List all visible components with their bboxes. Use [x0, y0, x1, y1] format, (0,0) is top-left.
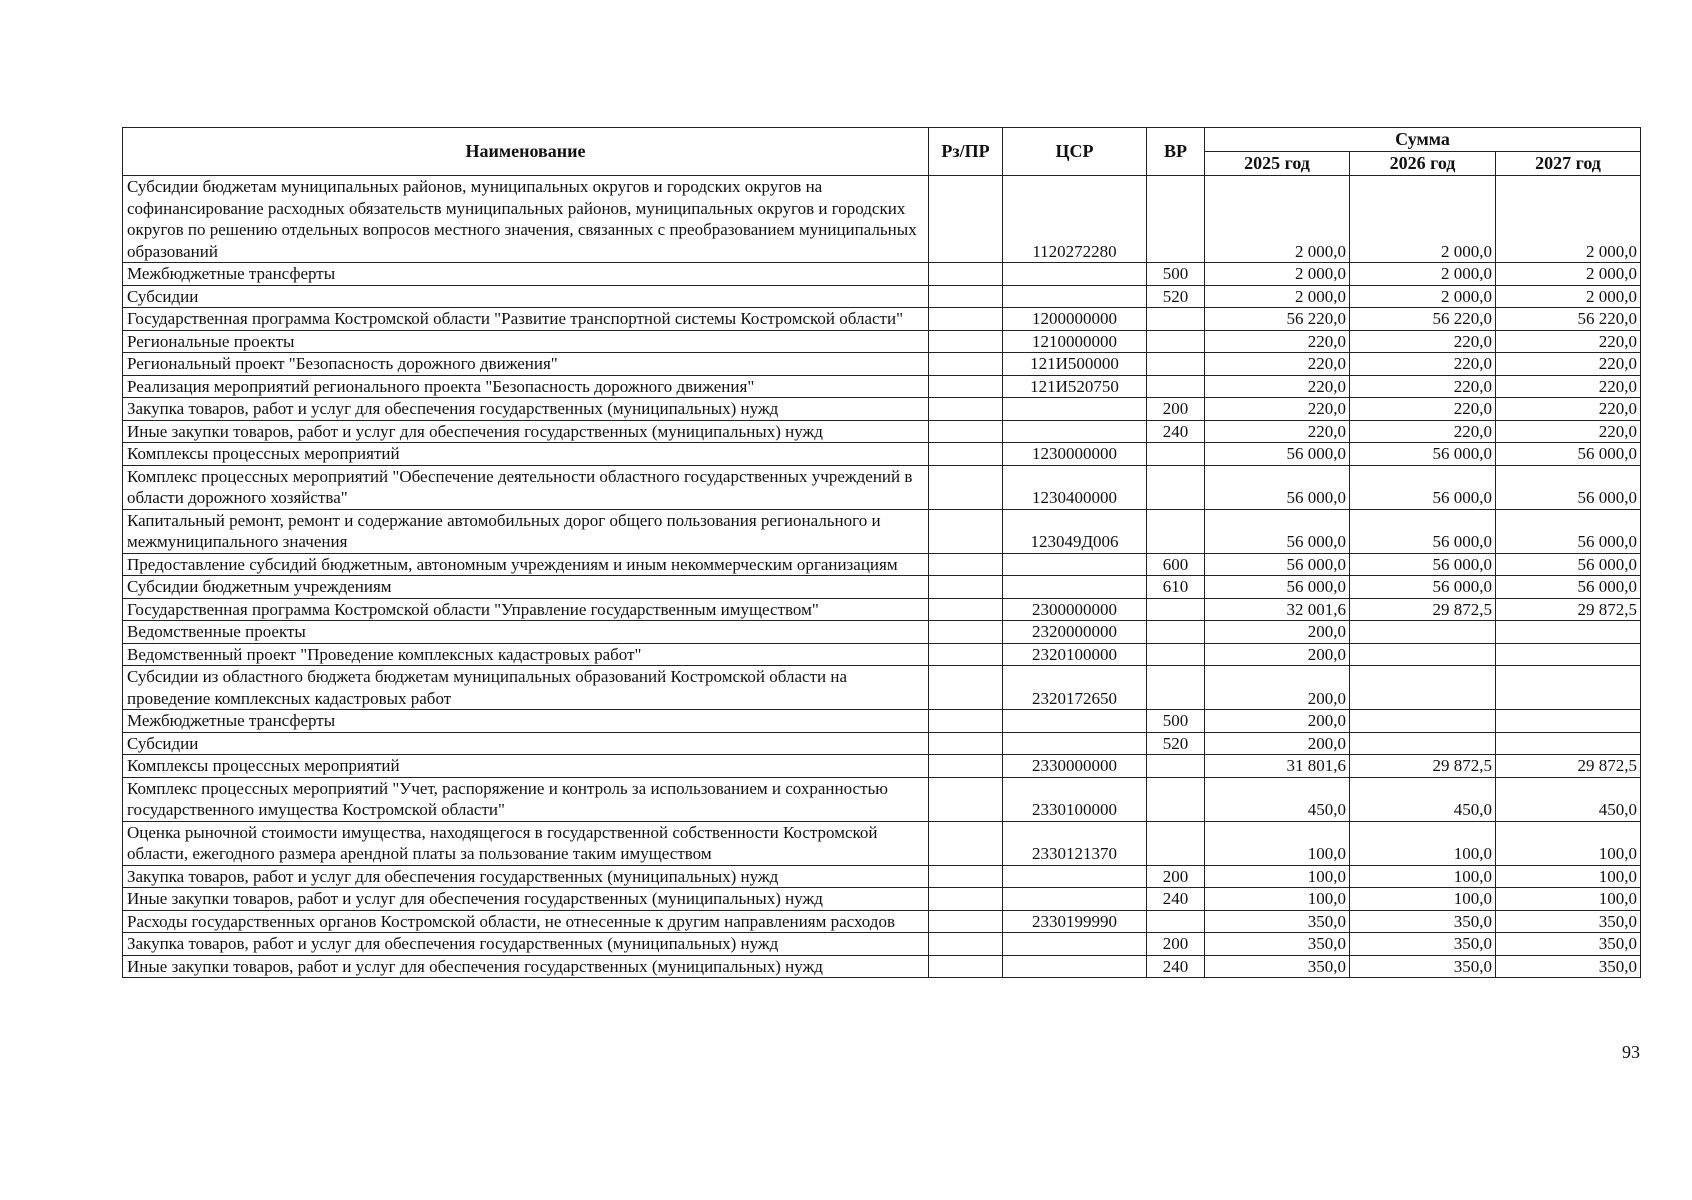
rz-cell: [929, 865, 1003, 888]
name-cell: Комплекс процессных мероприятий "Обеспечение деятельности областного государственных учреждений в области дорожного хозяйства": [123, 465, 929, 509]
amount-2025-cell: 2 000,0: [1205, 285, 1350, 308]
amount-2025-cell: 100,0: [1205, 865, 1350, 888]
name-cell: Реализация мероприятий регионального проекта "Безопасность дорожного движения": [123, 375, 929, 398]
amount-2027-cell: 29 872,5: [1496, 598, 1641, 621]
amount-2026-cell: 2 000,0: [1350, 176, 1496, 263]
amount-2026-cell: 56 000,0: [1350, 509, 1496, 553]
name-cell: Государственная программа Костромской области "Развитие транспортной системы Костромской области": [123, 308, 929, 331]
amount-2027-cell: 350,0: [1496, 910, 1641, 933]
name-cell: Комплексы процессных мероприятий: [123, 755, 929, 778]
name-cell: Иные закупки товаров, работ и услуг для обеспечения государственных (муниципальных) нужд: [123, 888, 929, 911]
vr-cell: [1147, 443, 1205, 466]
amount-2027-cell: [1496, 710, 1641, 733]
table-row: [123, 375, 1641, 398]
amount-2025-cell: 31 801,6: [1205, 755, 1350, 778]
name-cell: Государственная программа Костромской области "Управление государственным имуществом": [123, 598, 929, 621]
name-cell: Субсидии: [123, 285, 929, 308]
header-name: Наименование: [123, 128, 929, 176]
amount-2025-cell: 220,0: [1205, 330, 1350, 353]
rz-cell: [929, 732, 1003, 755]
vr-cell: [1147, 375, 1205, 398]
name-cell: Иные закупки товаров, работ и услуг для обеспечения государственных (муниципальных) нужд: [123, 420, 929, 443]
vr-cell: [1147, 598, 1205, 621]
name-cell: Региональный проект "Безопасность дорожного движения": [123, 353, 929, 376]
amount-2025-cell: 56 000,0: [1205, 465, 1350, 509]
vr-cell: [1147, 666, 1205, 710]
vr-cell: 240: [1147, 955, 1205, 978]
amount-2027-cell: 2 000,0: [1496, 285, 1641, 308]
table-row: [123, 666, 1641, 710]
rz-cell: [929, 933, 1003, 956]
csr-cell: [1003, 888, 1147, 911]
amount-2026-cell: 56 220,0: [1350, 308, 1496, 331]
csr-cell: 123049Д006: [1003, 509, 1147, 553]
rz-cell: [929, 576, 1003, 599]
amount-2026-cell: 220,0: [1350, 398, 1496, 421]
table-row: [123, 465, 1641, 509]
csr-cell: 1230400000: [1003, 465, 1147, 509]
amount-2026-cell: 29 872,5: [1350, 755, 1496, 778]
rz-cell: [929, 955, 1003, 978]
vr-cell: 500: [1147, 710, 1205, 733]
csr-cell: 1120272280: [1003, 176, 1147, 263]
name-cell: Оценка рыночной стоимости имущества, находящегося в государственной собственности Костромской области, ежегодного размера арендной платы за пользование таким имуществом: [123, 821, 929, 865]
vr-cell: 200: [1147, 865, 1205, 888]
amount-2027-cell: 220,0: [1496, 398, 1641, 421]
rz-cell: [929, 777, 1003, 821]
name-cell: Субсидии: [123, 732, 929, 755]
csr-cell: [1003, 553, 1147, 576]
vr-cell: 240: [1147, 888, 1205, 911]
rz-cell: [929, 910, 1003, 933]
amount-2027-cell: 220,0: [1496, 353, 1641, 376]
rz-cell: [929, 666, 1003, 710]
amount-2026-cell: 56 000,0: [1350, 553, 1496, 576]
amount-2026-cell: 2 000,0: [1350, 263, 1496, 286]
amount-2027-cell: 2 000,0: [1496, 176, 1641, 263]
csr-cell: 2300000000: [1003, 598, 1147, 621]
name-cell: Капитальный ремонт, ремонт и содержание автомобильных дорог общего пользования регионального и межмуниципального значения: [123, 509, 929, 553]
header-2026: 2026 год: [1350, 152, 1496, 176]
table-row: [123, 777, 1641, 821]
amount-2026-cell: [1350, 643, 1496, 666]
amount-2027-cell: 100,0: [1496, 888, 1641, 911]
amount-2027-cell: [1496, 732, 1641, 755]
rz-cell: [929, 643, 1003, 666]
vr-cell: 200: [1147, 933, 1205, 956]
vr-cell: 200: [1147, 398, 1205, 421]
table-row: [123, 865, 1641, 888]
rz-cell: [929, 285, 1003, 308]
header-rz: Рз/ПР: [929, 128, 1003, 176]
name-cell: Субсидии из областного бюджета бюджетам муниципальных образований Костромской области на проведение комплексных кадастровых работ: [123, 666, 929, 710]
rz-cell: [929, 621, 1003, 644]
name-cell: Закупка товаров, работ и услуг для обеспечения государственных (муниципальных) нужд: [123, 398, 929, 421]
header-vr: ВР: [1147, 128, 1205, 176]
amount-2027-cell: 350,0: [1496, 933, 1641, 956]
amount-2026-cell: [1350, 710, 1496, 733]
amount-2025-cell: 200,0: [1205, 710, 1350, 733]
amount-2026-cell: 100,0: [1350, 888, 1496, 911]
amount-2026-cell: 100,0: [1350, 865, 1496, 888]
table-row: [123, 643, 1641, 666]
amount-2025-cell: 220,0: [1205, 398, 1350, 421]
rz-cell: [929, 375, 1003, 398]
csr-cell: 121И520750: [1003, 375, 1147, 398]
csr-cell: 2330121370: [1003, 821, 1147, 865]
vr-cell: [1147, 621, 1205, 644]
vr-cell: [1147, 509, 1205, 553]
csr-cell: [1003, 420, 1147, 443]
amount-2025-cell: 200,0: [1205, 666, 1350, 710]
amount-2025-cell: 56 000,0: [1205, 576, 1350, 599]
page-number: 93: [1622, 1042, 1640, 1062]
table-row: [123, 398, 1641, 421]
rz-cell: [929, 420, 1003, 443]
table-row: [123, 285, 1641, 308]
table-row: [123, 263, 1641, 286]
amount-2027-cell: 2 000,0: [1496, 263, 1641, 286]
amount-2026-cell: 29 872,5: [1350, 598, 1496, 621]
table-row: [123, 509, 1641, 553]
rz-cell: [929, 330, 1003, 353]
amount-2026-cell: 350,0: [1350, 910, 1496, 933]
amount-2026-cell: [1350, 666, 1496, 710]
amount-2026-cell: 56 000,0: [1350, 443, 1496, 466]
table-row: [123, 176, 1641, 263]
name-cell: Закупка товаров, работ и услуг для обеспечения государственных (муниципальных) нужд: [123, 865, 929, 888]
rz-cell: [929, 509, 1003, 553]
amount-2025-cell: 220,0: [1205, 375, 1350, 398]
amount-2026-cell: 220,0: [1350, 353, 1496, 376]
name-cell: Иные закупки товаров, работ и услуг для обеспечения государственных (муниципальных) нужд: [123, 955, 929, 978]
csr-cell: [1003, 865, 1147, 888]
header-csr: ЦСР: [1003, 128, 1147, 176]
name-cell: Межбюджетные трансферты: [123, 710, 929, 733]
amount-2025-cell: 32 001,6: [1205, 598, 1350, 621]
rz-cell: [929, 353, 1003, 376]
table-row: [123, 710, 1641, 733]
rz-cell: [929, 755, 1003, 778]
vr-cell: [1147, 821, 1205, 865]
amount-2025-cell: 56 220,0: [1205, 308, 1350, 331]
amount-2027-cell: 220,0: [1496, 375, 1641, 398]
amount-2027-cell: 56 000,0: [1496, 509, 1641, 553]
table-row: [123, 933, 1641, 956]
rz-cell: [929, 443, 1003, 466]
name-cell: Ведомственные проекты: [123, 621, 929, 644]
amount-2025-cell: 220,0: [1205, 420, 1350, 443]
amount-2025-cell: 2 000,0: [1205, 263, 1350, 286]
vr-cell: [1147, 353, 1205, 376]
vr-cell: [1147, 643, 1205, 666]
vr-cell: [1147, 755, 1205, 778]
amount-2025-cell: 56 000,0: [1205, 509, 1350, 553]
csr-cell: 2320100000: [1003, 643, 1147, 666]
vr-cell: 520: [1147, 285, 1205, 308]
budget-table: [122, 127, 1641, 978]
csr-cell: [1003, 576, 1147, 599]
rz-cell: [929, 598, 1003, 621]
name-cell: Предоставление субсидий бюджетным, автономным учреждениям и иным некоммерческим организациям: [123, 553, 929, 576]
csr-cell: 1210000000: [1003, 330, 1147, 353]
vr-cell: 240: [1147, 420, 1205, 443]
rz-cell: [929, 263, 1003, 286]
amount-2025-cell: 350,0: [1205, 955, 1350, 978]
name-cell: Региональные проекты: [123, 330, 929, 353]
csr-cell: 2320172650: [1003, 666, 1147, 710]
amount-2027-cell: 56 000,0: [1496, 465, 1641, 509]
rz-cell: [929, 465, 1003, 509]
csr-cell: 2330100000: [1003, 777, 1147, 821]
amount-2025-cell: 200,0: [1205, 732, 1350, 755]
table-row: [123, 576, 1641, 599]
table-row: [123, 955, 1641, 978]
table-row: [123, 732, 1641, 755]
header-sum: Сумма: [1205, 128, 1641, 152]
csr-cell: [1003, 710, 1147, 733]
csr-cell: 2320000000: [1003, 621, 1147, 644]
amount-2025-cell: 100,0: [1205, 821, 1350, 865]
amount-2026-cell: 56 000,0: [1350, 465, 1496, 509]
header-2025: 2025 год: [1205, 152, 1350, 176]
name-cell: Субсидии бюджетным учреждениям: [123, 576, 929, 599]
vr-cell: [1147, 910, 1205, 933]
amount-2027-cell: [1496, 621, 1641, 644]
name-cell: Расходы государственных органов Костромской области, не отнесенные к другим направлениям расходов: [123, 910, 929, 933]
amount-2027-cell: [1496, 666, 1641, 710]
vr-cell: [1147, 777, 1205, 821]
header-2027: 2027 год: [1496, 152, 1641, 176]
amount-2025-cell: 200,0: [1205, 643, 1350, 666]
name-cell: Комплексы процессных мероприятий: [123, 443, 929, 466]
table-row: [123, 755, 1641, 778]
amount-2027-cell: 220,0: [1496, 330, 1641, 353]
csr-cell: [1003, 955, 1147, 978]
amount-2025-cell: 56 000,0: [1205, 553, 1350, 576]
amount-2026-cell: 450,0: [1350, 777, 1496, 821]
csr-cell: 1200000000: [1003, 308, 1147, 331]
amount-2026-cell: [1350, 621, 1496, 644]
vr-cell: 600: [1147, 553, 1205, 576]
table-row: [123, 553, 1641, 576]
table-row: [123, 353, 1641, 376]
name-cell: Субсидии бюджетам муниципальных районов, муниципальных округов и городских округов на софинансирование расходных обязательств муниципальных районов, муниципальных округов и городских округов по решению отдельных вопросов местного значения, связанных с преобразованием муниципальных образований: [123, 176, 929, 263]
rz-cell: [929, 308, 1003, 331]
vr-cell: [1147, 465, 1205, 509]
amount-2025-cell: 350,0: [1205, 910, 1350, 933]
amount-2027-cell: 450,0: [1496, 777, 1641, 821]
table-row: [123, 598, 1641, 621]
table-row: [123, 330, 1641, 353]
rz-cell: [929, 821, 1003, 865]
csr-cell: [1003, 933, 1147, 956]
amount-2027-cell: 100,0: [1496, 821, 1641, 865]
amount-2026-cell: 220,0: [1350, 420, 1496, 443]
amount-2026-cell: 350,0: [1350, 955, 1496, 978]
table-row: [123, 910, 1641, 933]
amount-2027-cell: 29 872,5: [1496, 755, 1641, 778]
amount-2027-cell: 56 000,0: [1496, 576, 1641, 599]
name-cell: Закупка товаров, работ и услуг для обеспечения государственных (муниципальных) нужд: [123, 933, 929, 956]
amount-2026-cell: 100,0: [1350, 821, 1496, 865]
table-row: [123, 443, 1641, 466]
csr-cell: [1003, 732, 1147, 755]
amount-2027-cell: 220,0: [1496, 420, 1641, 443]
amount-2026-cell: 350,0: [1350, 933, 1496, 956]
table-row: [123, 888, 1641, 911]
rz-cell: [929, 888, 1003, 911]
table-row: [123, 308, 1641, 331]
amount-2025-cell: 450,0: [1205, 777, 1350, 821]
table-row: [123, 821, 1641, 865]
amount-2027-cell: [1496, 643, 1641, 666]
csr-cell: 1230000000: [1003, 443, 1147, 466]
amount-2025-cell: 2 000,0: [1205, 176, 1350, 263]
rz-cell: [929, 398, 1003, 421]
name-cell: Ведомственный проект "Проведение комплексных кадастровых работ": [123, 643, 929, 666]
amount-2026-cell: [1350, 732, 1496, 755]
amount-2025-cell: 220,0: [1205, 353, 1350, 376]
csr-cell: [1003, 285, 1147, 308]
rz-cell: [929, 553, 1003, 576]
amount-2026-cell: 2 000,0: [1350, 285, 1496, 308]
csr-cell: 121И500000: [1003, 353, 1147, 376]
name-cell: Комплекс процессных мероприятий "Учет, распоряжение и контроль за использованием и сохранностью государственного имущества Костромской области": [123, 777, 929, 821]
amount-2027-cell: 56 000,0: [1496, 443, 1641, 466]
amount-2027-cell: 56 220,0: [1496, 308, 1641, 331]
vr-cell: [1147, 330, 1205, 353]
amount-2027-cell: 56 000,0: [1496, 553, 1641, 576]
amount-2027-cell: 100,0: [1496, 865, 1641, 888]
csr-cell: [1003, 398, 1147, 421]
table-body: [123, 176, 1641, 978]
vr-cell: 520: [1147, 732, 1205, 755]
csr-cell: 2330000000: [1003, 755, 1147, 778]
table-row: [123, 621, 1641, 644]
amount-2026-cell: 220,0: [1350, 330, 1496, 353]
amount-2025-cell: 350,0: [1205, 933, 1350, 956]
vr-cell: 610: [1147, 576, 1205, 599]
table-row: [123, 420, 1641, 443]
vr-cell: [1147, 176, 1205, 263]
rz-cell: [929, 176, 1003, 263]
rz-cell: [929, 710, 1003, 733]
amount-2027-cell: 350,0: [1496, 955, 1641, 978]
amount-2026-cell: 220,0: [1350, 375, 1496, 398]
name-cell: Межбюджетные трансферты: [123, 263, 929, 286]
amount-2025-cell: 56 000,0: [1205, 443, 1350, 466]
csr-cell: 2330199990: [1003, 910, 1147, 933]
amount-2026-cell: 56 000,0: [1350, 576, 1496, 599]
vr-cell: 500: [1147, 263, 1205, 286]
vr-cell: [1147, 308, 1205, 331]
table-header: [123, 128, 1641, 176]
csr-cell: [1003, 263, 1147, 286]
amount-2025-cell: 100,0: [1205, 888, 1350, 911]
amount-2025-cell: 200,0: [1205, 621, 1350, 644]
